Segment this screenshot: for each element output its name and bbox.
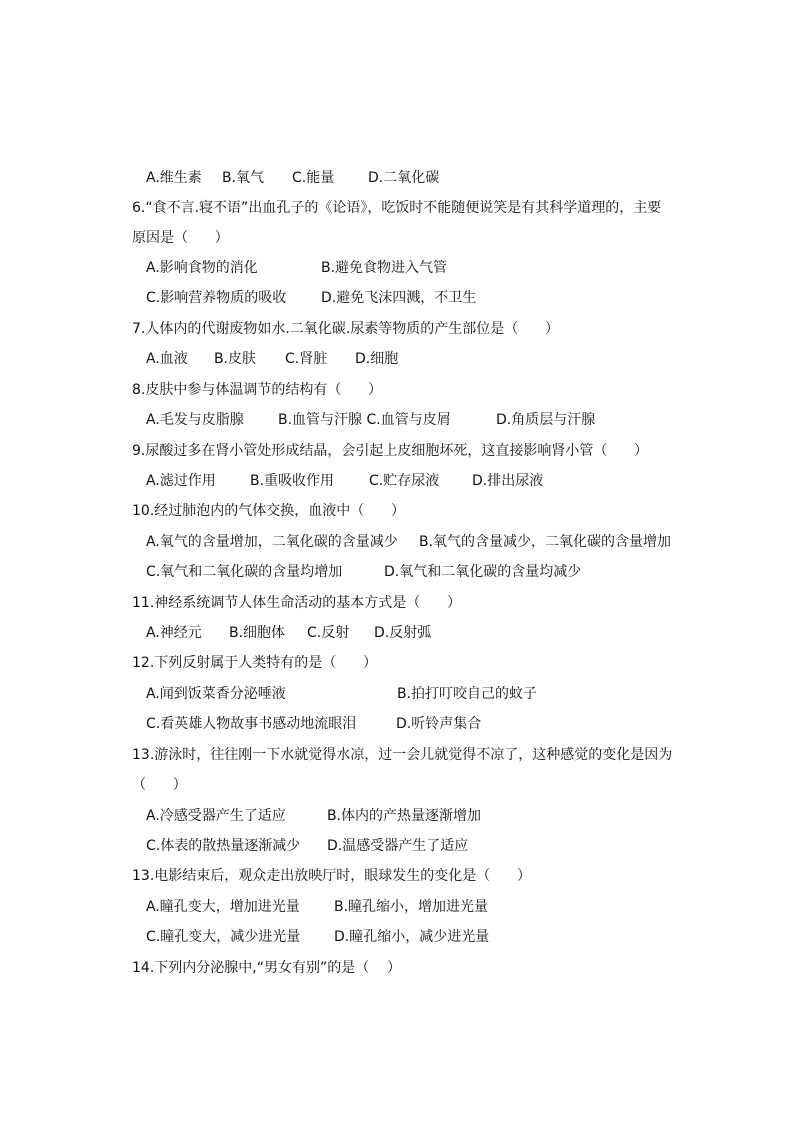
question-13-line-2: （ ） [132, 777, 187, 793]
question-6-line-1: 6.“食不言.寝不语”出血孔子的《论语》，吃饭时不能随便说笑是有其科学道理的，主要 [132, 200, 662, 216]
option-d: D.避免飞沫四溅，不卫生 [321, 290, 477, 306]
option-b: B.避免食物进入气管 [321, 260, 448, 276]
option-a: A.血液 [146, 351, 188, 367]
option-c: C.肾脏 [285, 351, 328, 367]
option-d: D.听铃声集合 [396, 716, 482, 732]
option-b: B.瞳孔缩小，增加进光量 [334, 899, 489, 915]
option-a: A.冷感受器产生了适应 [146, 808, 286, 824]
option-c: C.体表的散热量逐渐减少 [146, 838, 301, 854]
option-a: A.滤过作用 [146, 473, 216, 489]
option-d: D.细胞 [355, 351, 399, 367]
option-c: C.看英雄人物故事书感动地流眼泪 [146, 716, 357, 732]
option-b: B.皮肤 [214, 351, 257, 367]
option-b: B.细胞体 [229, 625, 286, 641]
option-d: D.排出尿液 [472, 473, 544, 489]
question-14: 14.下列内分泌腺中,“男女有别”的是（ ） [132, 960, 402, 976]
option-b-c: B.血管与汗腺 C.血管与皮屑 [278, 412, 451, 428]
option-c: C.影响营养物质的吸收 [146, 290, 287, 306]
question-9: 9.尿酸过多在肾小管处形成结晶，会引起上皮细胞坏死，这直接影响肾小管（ ） [132, 443, 649, 459]
option-a: A.毛发与皮脂腺 [146, 412, 244, 428]
option-c: C.氧气和二氧化碳的含量均增加 [146, 564, 343, 580]
option-c: C.瞳孔变大，减少进光量 [146, 929, 301, 945]
option-a: A.瞳孔变大，增加进光量 [146, 899, 300, 915]
option-c: C.贮存尿液 [369, 473, 440, 489]
option-c: C.能量 [292, 170, 335, 186]
option-d: D.反射弧 [374, 625, 432, 641]
option-a: A.氧气的含量增加，二氧化碳的含量减少 [146, 534, 398, 550]
option-a: A.维生素 [146, 170, 202, 186]
option-d: D.角质层与汗腺 [496, 412, 596, 428]
question-8: 8.皮肤中参与体温调节的结构有（ ） [132, 382, 383, 398]
option-b: B.重吸收作用 [250, 473, 335, 489]
option-b: B.氧气的含量减少，二氧化碳的含量增加 [419, 534, 672, 550]
question-6-line-2: 原因是（ ） [132, 230, 229, 246]
question-12: 12.下列反射属于人类特有的是（ ） [132, 655, 377, 671]
option-c: C.反射 [307, 625, 350, 641]
question-13-line-1: 13.游泳时，往往刚一下水就觉得水凉，过一会儿就觉得不凉了，这种感觉的变化是因为 [132, 747, 673, 763]
question-10: 10.经过肺泡内的气体交换，血液中（ ） [132, 503, 405, 519]
option-a: A.神经元 [146, 625, 202, 641]
option-a: A.影响食物的消化 [146, 260, 258, 276]
option-b: B.氧气 [222, 170, 265, 186]
question-11: 11.神经系统调节人体生命活动的基本方式是（ ） [132, 595, 461, 611]
option-a: A.闻到饭菜香分泌唾液 [146, 686, 286, 702]
question-7: 7.人体内的代谢废物如水.二氧化碳.尿素等物质的产生部位是（ ） [132, 321, 559, 337]
question-13b: 13.电影结束后，观众走出放映厅时，眼球发生的变化是（ ） [132, 868, 531, 884]
option-b: B.拍打叮咬自己的蚊子 [397, 686, 538, 702]
option-b: B.体内的产热量逐渐增加 [327, 808, 482, 824]
option-d: D.瞳孔缩小，减少进光量 [334, 929, 490, 945]
option-d: D.氧气和二氧化碳的含量均减少 [384, 564, 582, 580]
option-d: D.二氧化碳 [368, 170, 440, 186]
option-d: D.温感受器产生了适应 [327, 838, 469, 854]
